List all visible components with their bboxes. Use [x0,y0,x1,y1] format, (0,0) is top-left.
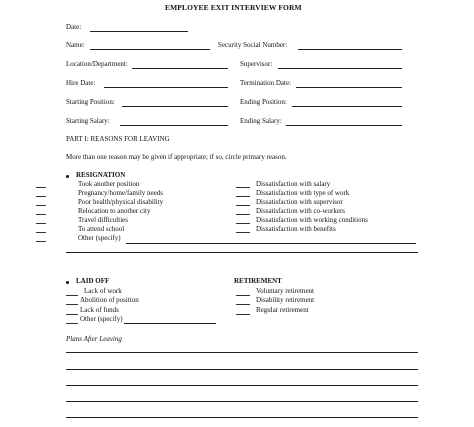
checkbox-blank[interactable] [66,323,78,324]
termination-date-line[interactable] [296,87,402,88]
ending-salary-label: Ending Salary: [240,117,282,125]
reason-item: Other (specify) [78,234,121,242]
instructions-text: More than one reason may be given if appropriate; if so, circle primary reason. [66,153,287,161]
checkbox-blank[interactable] [236,314,250,315]
checkbox-blank[interactable] [36,205,46,206]
checkbox-blank[interactable] [236,214,250,215]
date-label: Date: [66,23,82,31]
starting-position-line[interactable] [122,106,228,107]
laid-off-item: Lack of funds [80,306,119,314]
laid-off-item: Lack of work [84,287,122,295]
name-line[interactable] [90,49,210,50]
checkbox-blank[interactable] [66,314,78,315]
reason-item: Dissatisfaction with working conditions [256,216,368,224]
supervisor-label: Supervisor: [240,60,273,68]
checkbox-blank[interactable] [236,232,250,233]
location-line[interactable] [132,68,228,69]
checkbox-blank[interactable] [66,304,78,305]
ssn-line[interactable] [298,49,402,50]
retirement-item: Disability retirement [256,296,315,304]
checkbox-blank[interactable] [236,205,250,206]
part1-title: PART I: REASONS FOR LEAVING [66,135,170,143]
checkbox-blank[interactable] [36,232,46,233]
laid-off-heading: LAID OFF [76,277,110,285]
retirement-item: Voluntary retirement [256,287,314,295]
starting-salary-line[interactable] [120,125,228,126]
plans-label: Plans After Leaving [66,335,122,343]
starting-position-label: Starting Position: [66,98,115,106]
supervisor-line[interactable] [278,68,402,69]
reason-item: Relocation to another city [78,207,151,215]
checkbox-blank[interactable] [236,304,250,305]
checkbox-blank[interactable] [36,214,46,215]
checkbox-blank[interactable] [36,223,46,224]
plans-line-2[interactable] [66,369,418,370]
resignation-heading: RESIGNATION [76,171,126,179]
form-title: EMPLOYEE EXIT INTERVIEW FORM [165,3,302,12]
laid-off-bullet [66,281,69,284]
other-specify-line[interactable] [126,243,416,244]
reason-item: Poor health/physical disability [78,198,164,206]
checkbox-blank[interactable] [236,295,250,296]
checkbox-blank[interactable] [36,187,46,188]
termination-date-label: Termination Date: [240,79,292,87]
plans-line-5[interactable] [66,417,418,418]
ending-position-label: Ending Position: [240,98,287,106]
laid-off-item: Other (specify) [80,315,123,323]
retirement-item: Regular retirement [256,306,309,314]
ending-salary-line[interactable] [286,125,402,126]
checkbox-blank[interactable] [236,196,250,197]
name-label: Name: [66,41,85,49]
reason-item: Dissatisfaction with type of work [256,189,350,197]
checkbox-blank[interactable] [36,241,46,242]
laid-off-other-line[interactable] [124,323,216,324]
hire-date-label: Hire Date: [66,79,96,87]
checkbox-blank[interactable] [66,295,78,296]
plans-line-4[interactable] [66,401,418,402]
reason-item: Pregnancy/home/family needs [78,189,163,197]
reason-item: To attend school [78,225,125,233]
date-line[interactable] [90,31,188,32]
other-specify-line-2[interactable] [66,252,418,253]
plans-line-1[interactable] [66,352,418,353]
checkbox-blank[interactable] [36,196,46,197]
reason-item: Dissatisfaction with supervisor [256,198,343,206]
checkbox-blank[interactable] [236,223,250,224]
ssn-label: Security Social Number: [218,41,288,49]
checkbox-blank[interactable] [236,187,250,188]
laid-off-item: Abolition of position [80,296,139,304]
plans-line-3[interactable] [66,385,418,386]
reason-item: Travel difficulties [78,216,128,224]
resignation-bullet [66,175,69,178]
retirement-heading: RETIREMENT [234,277,282,285]
location-label: Location/Department: [66,60,128,68]
reason-item: Dissatisfaction with benefits [256,225,336,233]
reason-item: Dissatisfaction with salary [256,180,331,188]
starting-salary-label: Starting Salary: [66,117,110,125]
ending-position-line[interactable] [292,106,402,107]
hire-date-line[interactable] [104,87,228,88]
reason-item: Took another position [78,180,140,188]
reason-item: Dissatisfaction with co-workers [256,207,346,215]
